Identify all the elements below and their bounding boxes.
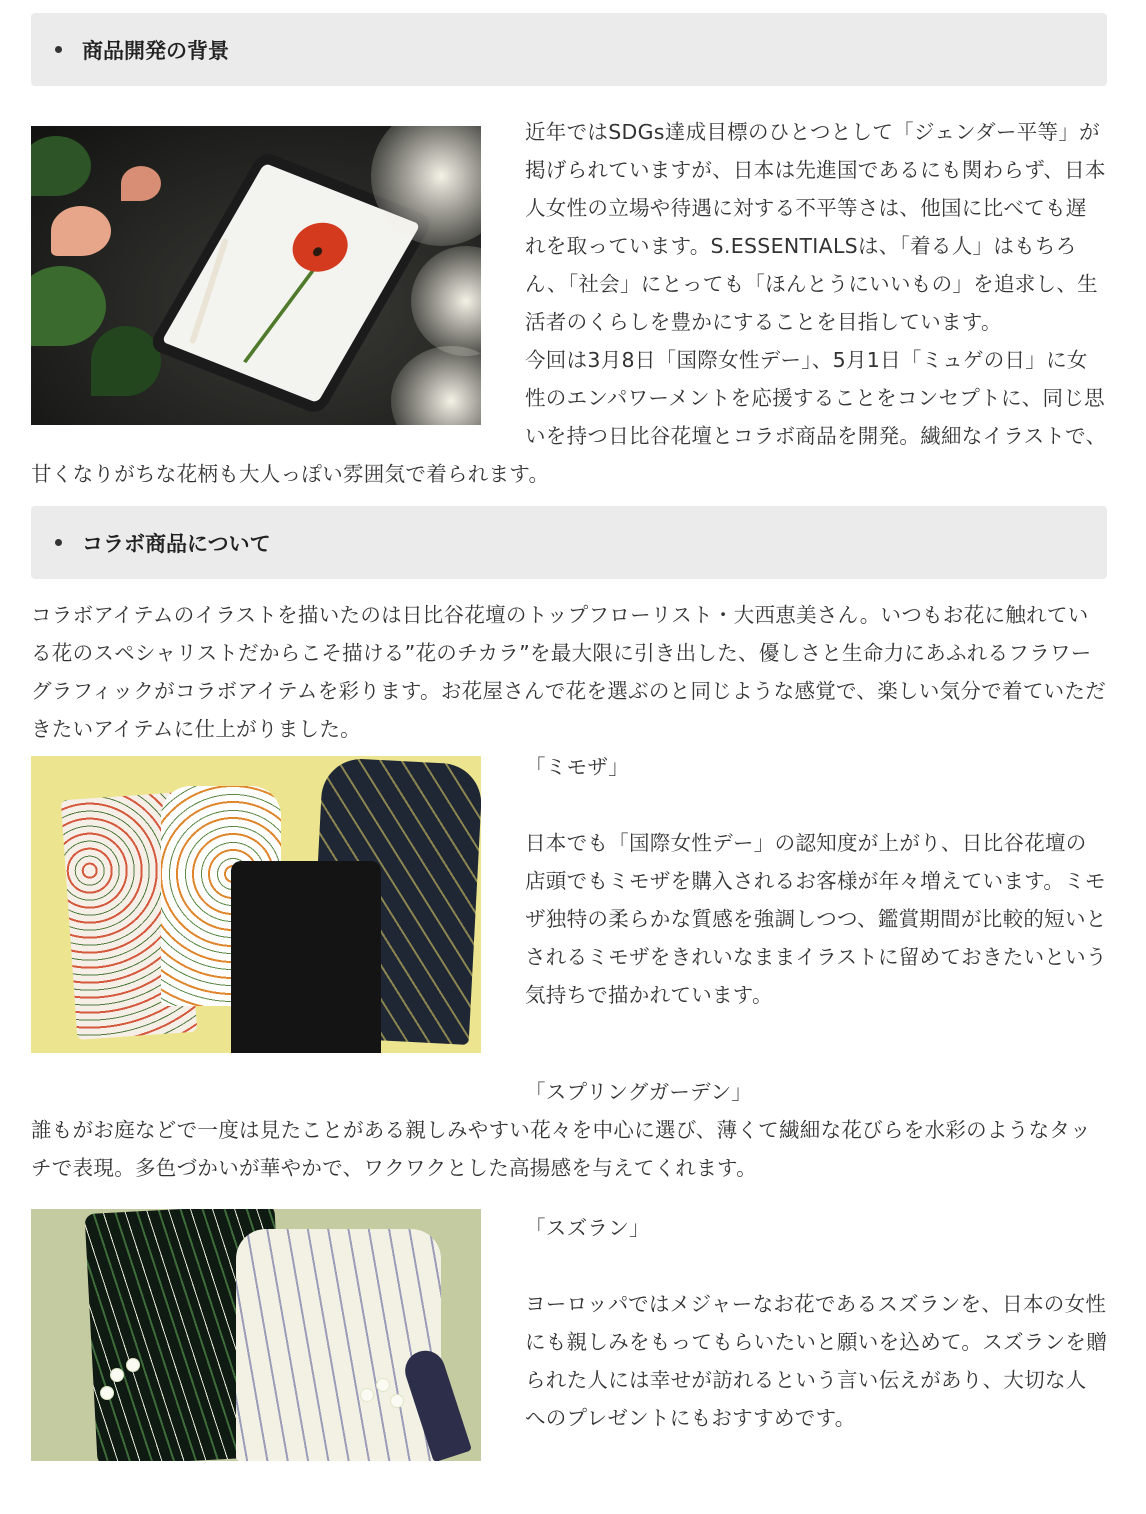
background-content [31,113,1107,493]
background-paragraph-2: 今回は3月8日「国際女性デー」、5月1日「ミュゲの日」に女性のエンパワーメントを応援することをコンセプトに、同じ思いを持つ日比谷花壇とコラボ商品を開発。繊細なイラストで、甘くなりがちな花柄も大人っぽい雰囲気で着られます。 [31,348,1107,486]
mimosa-text: 日本でも「国際女性デー」の認知度が上がり、日比谷花壇の店頭でもミモザを購入されるお客様が年々増えています。ミモザ独特の柔らかな質感を強調しつつ、鑑賞期間が比較的短いとされるミモザをきれいなままイラストに留めておきたいという気持ちで描かれています。 [525,831,1107,1007]
tablet-poppy-photo [31,126,481,425]
article-body [31,13,1107,1461]
background-paragraph-1: 近年ではSDGs達成目標のひとつとして「ジェンダー平等」が掲げられていますが、日本は先進国であるにも関わらず、日本人女性の立場や待遇に対する不平等さは、他国に比べても遅れを取っています。S.ESSENTIALSは、「着る人」はもちろん、「社会」にとっても「ほんとうにいいもの」を追求し、生活者のくらしを豊かにすることを目指しています。 [525,120,1106,334]
bullet-icon [55,539,62,546]
mimosa-title: 「ミモザ」 [525,755,629,779]
section-heading-text: 商品開発の背景 [82,38,229,63]
suzuran-text: ヨーロッパではメジャーなお花であるスズランを、日本の女性にも親しみをもってもらいたいと願いを込めて。スズランを贈られた人には幸せが訪れるという言い伝えがあり、大切な人へのプレゼントにもおすすめです。 [525,1292,1107,1430]
suzuran-block [31,1209,1107,1461]
section-heading-background [31,13,1107,86]
spring-garden-text: 誰もがお庭などで一度は見たことがある親しみやすい花々を中心に選び、薄くて繊細な花びらを水彩のようなタッチで表現。多色づかいが華やかで、ワクワクとした高揚感を与えてくれます。 [31,1118,1091,1180]
section-heading-text: コラボ商品について [82,531,271,556]
spring-garden-title: 「スプリングガーデン」 [525,1080,753,1104]
section-heading-collab [31,506,1107,579]
mimosa-block [31,748,1107,1053]
suzuran-title: 「スズラン」 [525,1216,650,1240]
mimosa-clothes-photo [31,756,481,1053]
suzuran-clothes-photo [31,1209,481,1461]
bullet-icon [55,46,62,53]
collab-intro: コラボアイテムのイラストを描いたのは日比谷花壇のトップフローリスト・大西恵美さん。いつもお花に触れている花のスペシャリストだからこそ描ける”花のチカラ”を最大限に引き出した、優しさと生命力にあふれるフラワーグラフィックがコラボアイテムを彩ります。お花屋さんで花を選ぶのと同じような感覚で、楽しい気分で着ていただきたいアイテムに仕上がりました。 [31,603,1107,741]
